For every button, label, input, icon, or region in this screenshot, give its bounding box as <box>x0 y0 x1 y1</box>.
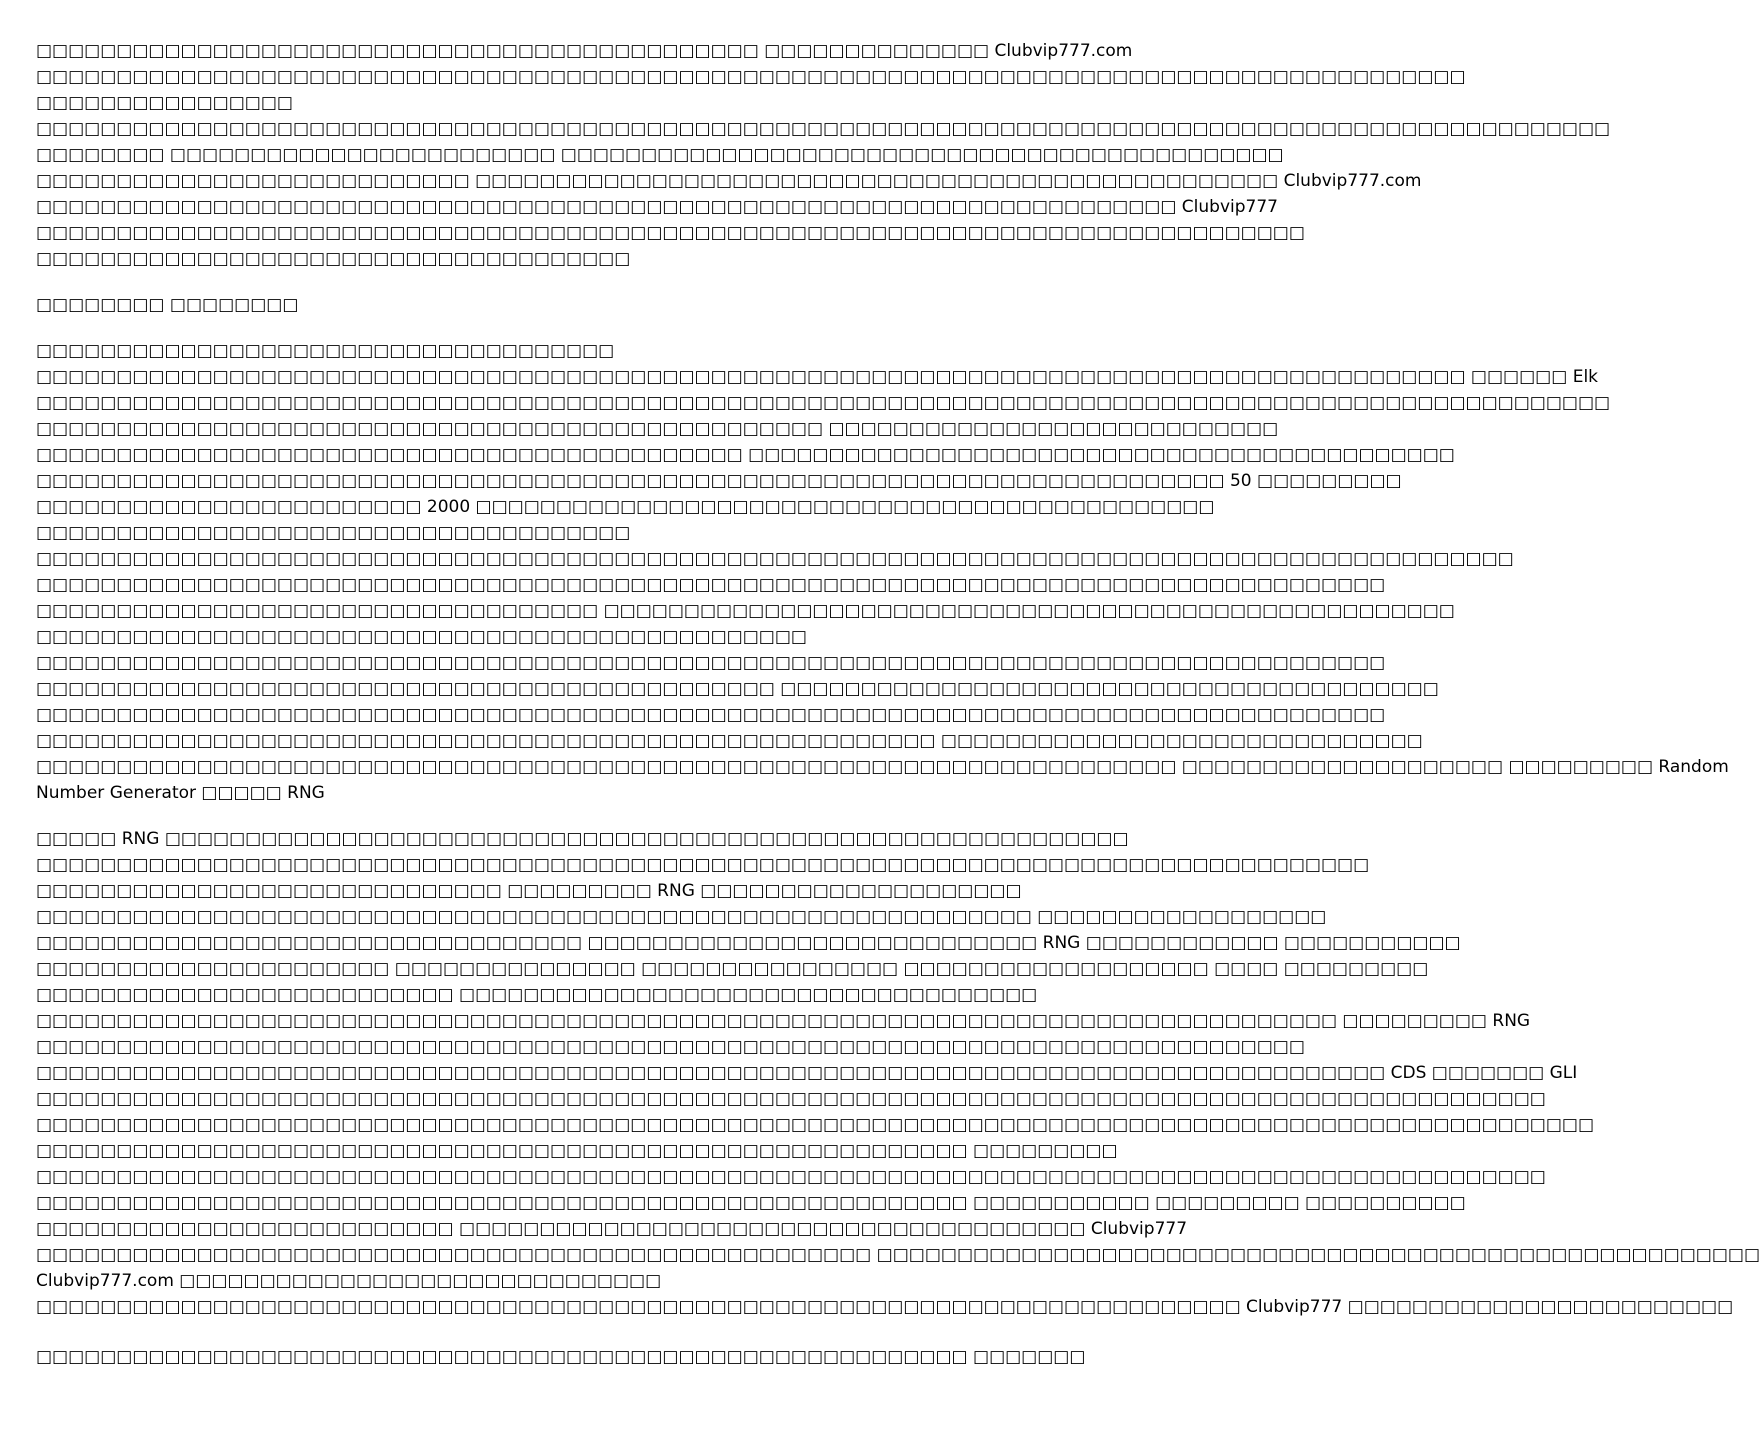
text-line: □□□□□□□□□□□□□□□□□□□□□□□□□□□□□□□□□□□ □□□□□□□□□□□□□□□□□□□□□□□□□□□□□□□□□□□□□□□□□□□□□□□□□□□□□ <box>36 601 1455 621</box>
text-line: □□□□□□□□□□□□□□□□□□□□□□□□□□□□□□□□□□□□□□□□□□□□□□□□□□□□□□□□□□□□□□ □□□□□□□□□□□□□□□□□□ <box>36 907 1327 927</box>
section-heading <box>36 292 988 318</box>
text-line: □□□□□□□□□□□□□□□□□□□□□□□□□□□□□□□□□□□□□□□□□□□□□□□□□□□□□□□□□□ □□□□□□□□□ <box>36 1141 1118 1161</box>
paragraph-intro <box>36 38 1611 272</box>
text-line: □□□□□□□□□□□□□□□□□□□□□□□□□□□□□□□□□□□□□□□□□□□□□□□□□□□□□□□□□□ □□□□□□□ <box>36 1347 1086 1367</box>
text-line: □□□□□□□□□□□□□□□□□□□□□□□□□□□□□□□□□□□□□□□□□□□□□□□□□□□□□□□□□□□□□□□□□□□□□□□□□□□□□□□□□□□ <box>36 855 1370 875</box>
paragraph-body-1 <box>36 338 1729 806</box>
text-line: □□□□□□□□□□□□□□□□□□□□□□□□□□□□□□□□□□□□□□□□□□□□□□□□□□□□□□□□□□□□□□□□□□□□□□□□□□ 50 □□□□□□□□□ <box>36 471 1402 491</box>
text-line: □□□□□□□□□□□□□□□□□□□□□□□□□□□□□□□□□□□□□□□□□□□□□□□□□□□□□□□□□□□□□□□□□□□□□□□□□□□□□□□□□□□□□□□□□□□□□□□□□□ <box>36 119 1611 139</box>
text-line: □□□□□□□□□□□□□□□□□□□□□□□□□□□□□□□□□□□□□□□□□□□□□□□□□□□□□□□□□□□□□□□□□□□□□□□□□□□□□□□□□□□□ <box>36 653 1386 673</box>
text-line: □□□□□□□□□□□□□□□□□□□□□□□□□□□□□□□□□□□□□□□□□□□□□□□□ <box>36 627 807 647</box>
text-line: □□□□□□□□□□□□□□□□□□□□□□□□□□□□□□□□□□□□□□□□□□□□□□□□□□□□□□□□□□□□□□□□□□□□□□□□□□□□□□□ <box>36 223 1305 243</box>
text-line: □□□□□□□□□□□□□□□□□□□□□□□□□□□□□□□□□□□□□□□□□□□□□□□□□□□□□□□□□□□□□□□□□□□□□□□ □□□□□□□□□□□□□□□□□□□□ □□□□□□□□□ Random <box>36 757 1729 777</box>
paragraph-spacer <box>36 272 988 292</box>
text-line: □□□□□□□□□□□□□□□□□□□□□□□□□□□□□□□□□□□□□□□□□□□□□□□□□□□□□□□□□□ □□□□□□□□□□□ □□□□□□□□□ □□□□□□□□□□ <box>36 1193 1466 1213</box>
paragraph-spacer <box>36 318 988 338</box>
text-line: □□□□□□□□□□□□□□□□□□□□□□□□□□□□□□□□□□□□□ <box>36 249 631 269</box>
text-line: □□□□□□□□□□□□□□□□□□□□□□□□ 2000 □□□□□□□□□□□□□□□□□□□□□□□□□□□□□□□□□□□□□□□□□□□□□□ <box>36 497 1215 517</box>
text-line: □□□□□ RNG □□□□□□□□□□□□□□□□□□□□□□□□□□□□□□□□□□□□□□□□□□□□□□□□□□□□□□□□□□□□ <box>36 829 1129 849</box>
text-line: □□□□□□□□□□□□□□□□□□□□□□□□□□□□□□□□□□□□□□□□□□□□□□□□□□□□ □□□□□□□□□□□□□□□□□□□□□□□□□□□□□□□□□□□□□□□□□□□□□□□□□□□□□□□ <box>36 1245 1760 1265</box>
heading-line: □□□□□□□□ □□□□□□□□ <box>36 295 299 315</box>
paragraph-spacer <box>36 1320 988 1344</box>
text-line: □□□□□□□□□□□□□□□□□□□□□□□□□□ □□□□□□□□□□□□□□□□□□□□□□□□□□□□□□□□□□□□ <box>36 985 1038 1005</box>
text-line: □□□□□□□□□□□□□□□□□□□□□□□□□□□□□□□□□□□□□□□□□□□□□ □□□□□□□□□□□□□□ Clubvip777.com <box>36 41 1133 61</box>
text-line: □□□□□□□□□□□□□□□□□□□□□□□□□□□□□□□□□□□□□□□□□□□□□□□□□□□□□□□□□□□□□□□□□□□□□□□□□□□□□□□□□□□□□□□□□□□□ <box>36 549 1514 569</box>
paragraph-closing <box>36 1344 1086 1370</box>
text-line: □□□□□□□□□□□□□□□□□□□□□□□□□□□□□□□□□□□□□□□□□□□□□□□□□□□□□□□□ □□□□□□□□□□□□□□□□□□□□□□□□□□□□□□ <box>36 731 1423 751</box>
text-line: □□□□□□□□□□□□□□□□□□□□□□□□□□□□□□□□□□□□□□□□□□□□□□□□□□□□□□□□□□□□□□□□□□□□□□□ Clubvip777 <box>36 197 1278 217</box>
paragraph-body-2 <box>36 826 1760 1320</box>
text-line: □□□□□□□□□□□□□□□□□□□□□□□□□□□□□□□□□□□□□□□□□□□□□□□□□□□□□□□□□□□□□□□□□□□□□□□□□□□□□□□□□□□□□□□□□ <box>36 67 1466 87</box>
text-line: □□□□□□□□□□□□□□□□□□□□□□□□□□□□□□□□□□□□□□□□□□□□□□□□□□□□□□□□□□□□□□□□□□□□□□□□□□□□□□□□□□□□ <box>36 575 1386 595</box>
text-line: □□□□□□□□□□□□□□□□□□□□□□□□□□□□□□□□□□□□□□□□□□□□□□□□□□□□□□□□□□□□□□□□□□□□□□□□□□□□□□□ <box>36 1037 1305 1057</box>
text-line: □□□□□□□□□□□□□□□□□□□□□□□□□□□□□□□□□□□□□□□□□□□□ □□□□□□□□□□□□□□□□□□□□□□□□□□□□□□□□□□□□□□□□□□□□ <box>36 445 1455 465</box>
text-line: □□□□□□□□□□□□□□□□□□□□□□□□□□□□□□□□□□□□□□□□□□□□□□ □□□□□□□□□□□□□□□□□□□□□□□□□□□□□□□□□□□□□□□□□ <box>36 679 1439 699</box>
text-line: □□□□□□□□□□□□□□□□□□□□□□□□□□□□□□□□□□□□□□□□□□□□□□□□□□□□□□□□□□□□□□□□□□□□□□□□□□□ Clubvip777 □□□□□□□□□□□□□□□□□□□□□□□□ <box>36 1297 1734 1317</box>
text-line: □□□□□□□□□□□□□□□□□□□□□□□□□□□ □□□□□□□□□□□□□□□□□□□□□□□□□□□□□□□□□□□□□□□□□□□□□□□□□□ Clubvip777.com <box>36 171 1422 191</box>
text-line: □□□□□□□□□□□□□□□□□□□□□□□□□□□□□□□□□□□□□□□□□□□□□□□□□□□□□□□□□□□□□□□□□□□□□□□□□□□□□□□□□□□□□□□□□□□□□□□□□□ <box>36 393 1611 413</box>
text-line: □□□□□□□□□□□□□□□□□□□□□□□□□□□□□□□□□□□□□□□□□□□□□□□□□□□□□□□□□□□□□□□□□□□□□□□□□□□□□□□□□□□□□□□□□□□□□□□□□ <box>36 1115 1595 1135</box>
text-line: □□□□□□□□□□□□□□□□□□□□□□□□□□□□□ □□□□□□□□□ RNG □□□□□□□□□□□□□□□□□□□□ <box>36 881 1022 901</box>
text-line: □□□□□□□□ □□□□□□□□□□□□□□□□□□□□□□□□ □□□□□□□□□□□□□□□□□□□□□□□□□□□□□□□□□□□□□□□□□□□□□ <box>36 145 1284 165</box>
paragraph-spacer <box>36 806 988 826</box>
text-line: □□□□□□□□□□□□□□□□□□□□□□□□□□□□□□□□□□□□□□□□□□□□□□□□□□□□□□□□□□□□□□□□□□□□□□□□□□□□□□□□□□□□□□□□□ □□□□□□ Elk <box>36 367 1599 387</box>
text-line: □□□□□□□□□□□□□□□□□□□□□□□□□□□□□□□□□□□□ <box>36 341 615 361</box>
text-line: □□□□□□□□□□□□□□□□□□□□□□□□□□□□□□□□□□□□□□□□□□□□□□□□□□□□□□□□□□□□□□□□□□□□□□□□□□□□□□□□□□□□ CDS □□□□□□□ GLI <box>36 1063 1578 1083</box>
text-line: □□□□□□□□□□□□□□□□□□□□□□□□□□□□□□□□□□□□□□□□□□□□□□□□□ □□□□□□□□□□□□□□□□□□□□□□□□□□□□ <box>36 419 1279 439</box>
document-page <box>36 38 1760 1370</box>
text-line: □□□□□□□□□□□□□□□□□□□□□□□□□□□□□□□□□□□□□ <box>36 523 631 543</box>
text-line: □□□□□□□□□□□□□□□□□□□□□□□□□□□□□□□□□□□□□□□□□□□□□□□□□□□□□□□□□□□□□□□□□□□□□□□□□□□□□□□□□□□□□□□□□□□□□□ <box>36 1089 1546 1109</box>
text-line: □□□□□□□□□□□□□□□□□□□□□□□□□□□□□□□□□□□□□□□□□□□□□□□□□□□□□□□□□□□□□□□□□□□□□□□□□□□□□□□□□ □□□□□□□□□ RNG <box>36 1011 1531 1031</box>
text-line: □□□□□□□□□□□□□□□□□□□□□□□□□□ □□□□□□□□□□□□□□□□□□□□□□□□□□□□□□□□□□□□□□□ Clubvip777 <box>36 1219 1188 1239</box>
text-line: □□□□□□□□□□□□□□□□□□□□□□□□□□□□□□□□□□ □□□□□□□□□□□□□□□□□□□□□□□□□□□□ RNG □□□□□□□□□□□□ □□□□□□□□□□□ <box>36 933 1461 953</box>
text-line: □□□□□□□□□□□□□□□□ <box>36 93 293 113</box>
text-line: Number Generator □□□□□ RNG <box>36 783 325 803</box>
text-line: □□□□□□□□□□□□□□□□□□□□□□□□□□□□□□□□□□□□□□□□□□□□□□□□□□□□□□□□□□□□□□□□□□□□□□□□□□□□□□□□□□□□□□□□□□□□□□ <box>36 1167 1546 1187</box>
text-line: Clubvip777.com □□□□□□□□□□□□□□□□□□□□□□□□□□□□□□ <box>36 1271 662 1291</box>
text-line: □□□□□□□□□□□□□□□□□□□□□□□□□□□□□□□□□□□□□□□□□□□□□□□□□□□□□□□□□□□□□□□□□□□□□□□□□□□□□□□□□□□□ <box>36 705 1386 725</box>
text-line: □□□□□□□□□□□□□□□□□□□□□□ □□□□□□□□□□□□□□□ □□□□□□□□□□□□□□□□ □□□□□□□□□□□□□□□□□□□ □□□□ □□□□□□□□□ <box>36 959 1429 979</box>
